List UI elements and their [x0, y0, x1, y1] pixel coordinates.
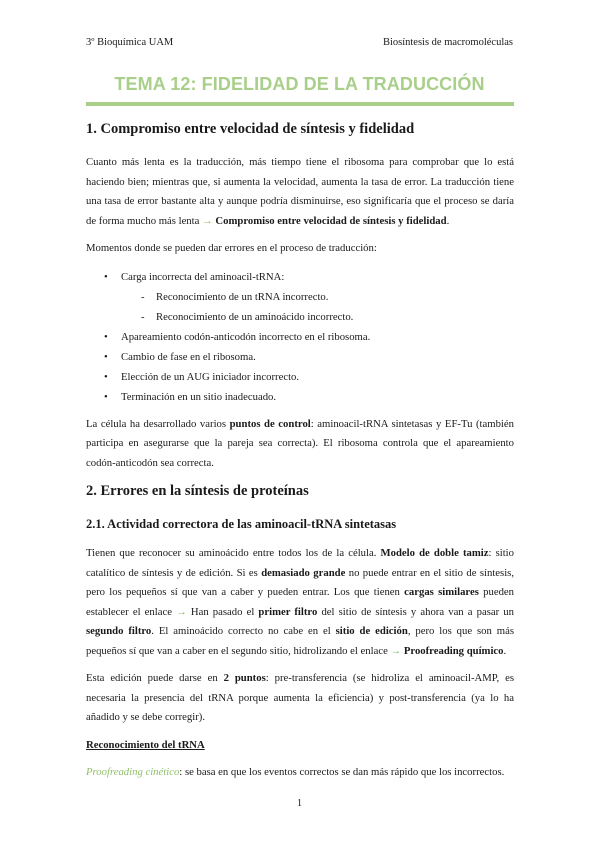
title-underline	[86, 102, 514, 106]
section-1-paragraph-3	[86, 415, 514, 474]
section-1-paragraph-1	[86, 153, 514, 231]
header-left: 3º Bioquímica UAM	[86, 37, 174, 48]
bold-run: sitio de edición	[335, 625, 408, 637]
bold-run: Proofreading químico	[403, 644, 504, 657]
dash-icon: -	[141, 290, 145, 303]
dash-icon: -	[141, 310, 145, 323]
text-run: .	[446, 214, 450, 227]
section-1-heading: 1. Compromiso entre velocidad de síntesis y fidelidad	[86, 121, 415, 137]
bullet-icon: •	[104, 350, 108, 363]
section-2-heading: 2. Errores en la síntesis de proteínas	[86, 483, 309, 499]
sub-list-item	[141, 287, 514, 307]
text-run: . El aminoácido correcto no cabe en el	[151, 625, 336, 637]
text-run: pueden establecer el enlace	[86, 586, 514, 618]
list-item	[104, 387, 514, 407]
bold-run: puntos de control	[229, 417, 311, 430]
text-run: La célula ha desarrollado varios	[86, 417, 230, 430]
text-run: : sitio catalítico de síntesis y de edición. Si es	[86, 547, 514, 579]
list-item	[104, 327, 514, 347]
bold-run: demasiado grande	[261, 566, 346, 579]
sub-list-item	[141, 307, 514, 327]
bullet-icon: •	[104, 390, 108, 403]
bold-run: Compromiso entre velocidad de síntesis y fidelidad	[212, 214, 447, 227]
text-run: Esta edición puede darse en	[86, 672, 224, 684]
document-body	[86, 119, 514, 791]
list-item	[104, 347, 514, 367]
text-run: del sitio de síntesis y ahora van a pasar un	[317, 605, 514, 618]
sub-list-item-text: Reconocimiento de un aminoácido incorrecto.	[156, 310, 354, 323]
bold-run: segundo filtro	[86, 625, 152, 637]
bold-run: 2 puntos	[223, 672, 266, 684]
document-title: TEMA 12: FIDELIDAD DE LA TRADUCCIÓN	[114, 74, 485, 94]
error-moments-list	[86, 267, 514, 407]
text-run: , pero los que son más pequeños sí que van a caber en el segundo sitio, hidrolizando el enlace	[86, 625, 514, 657]
sub-list	[121, 287, 514, 327]
text-run: : se basa en que los eventos correctos se dan más rápido que los incorrectos.	[179, 766, 505, 778]
list-item-text: Elección de un AUG iniciador incorrecto.	[121, 370, 300, 383]
text-run: Han pasado el	[186, 605, 259, 618]
italic-term: Proofreading cinético	[86, 766, 180, 778]
trna-recognition-subtitle	[86, 736, 514, 756]
arrow-icon: →	[390, 644, 402, 657]
header-right: Biosíntesis de macromoléculas	[382, 37, 513, 48]
bold-run: Modelo de doble tamiz	[380, 547, 489, 559]
bullet-icon: •	[104, 330, 108, 343]
list-item-text: Carga incorrecta del aminoacil-tRNA:	[121, 270, 285, 283]
section-2-paragraph-3	[86, 763, 514, 783]
bullet-icon: •	[104, 270, 108, 283]
section-1-paragraph-2: Momentos donde se pueden dar errores en el proceso de traducción:	[86, 242, 377, 254]
page-number: 1	[296, 798, 303, 809]
text-run: Cuanto más lenta es la traducción, más tiempo tiene el ribosoma para comprobar que lo está haciendo bien; mientras que, si aumenta la velocidad, aumenta la tasa de error. La traducción tiene una tasa de error bastante alta y aunque podría disminuirse, eso significaría que el proceso se daría de forma mucho más lenta	[86, 156, 514, 227]
list-item	[104, 267, 514, 327]
text-run: .	[503, 644, 507, 657]
text-run: : pre-transferencia (se hidroliza el aminoacil-AMP, es necesaria la presencia del tRNA porque aumenta la eficiencia) y post-transferencia (ya lo ha añadido y se debe corregir).	[86, 672, 514, 723]
subtitle-text: Reconocimiento del tRNA	[86, 738, 205, 751]
list-item-text: Apareamiento codón-anticodón incorrecto en el ribosoma.	[121, 330, 371, 343]
list-item-text: Cambio de fase en el ribosoma.	[121, 350, 256, 363]
bullet-icon: •	[104, 370, 108, 383]
section-2-paragraph-2	[86, 669, 514, 728]
text-run: no puede entrar en el sitio de síntesis, pero los pequeños sí que van a caber y pueden entrar. Los que tienen	[86, 566, 514, 598]
text-run: Tienen que reconocer su aminoácido entre todos los de la célula.	[86, 547, 381, 559]
section-2-1-heading: 2.1. Actividad correctora de las aminoacil-tRNA sintetasas	[86, 517, 397, 531]
sub-list-item-text: Reconocimiento de un tRNA incorrecto.	[156, 290, 329, 303]
text-run: : aminoacil-tRNA sintetasas y EF-Tu (también participa en asegurarse que la pareja sea correcta). El ribosoma controla que el apareamiento codón-anticodón sea correcta.	[86, 417, 514, 469]
arrow-icon: →	[202, 214, 213, 227]
bold-run: cargas similares	[404, 586, 479, 598]
list-item	[104, 367, 514, 387]
arrow-icon: →	[176, 605, 187, 618]
section-2-paragraph-1	[86, 544, 514, 661]
bold-run: primer filtro	[258, 605, 318, 618]
list-item-text: Terminación en un sitio inadecuado.	[121, 390, 277, 403]
